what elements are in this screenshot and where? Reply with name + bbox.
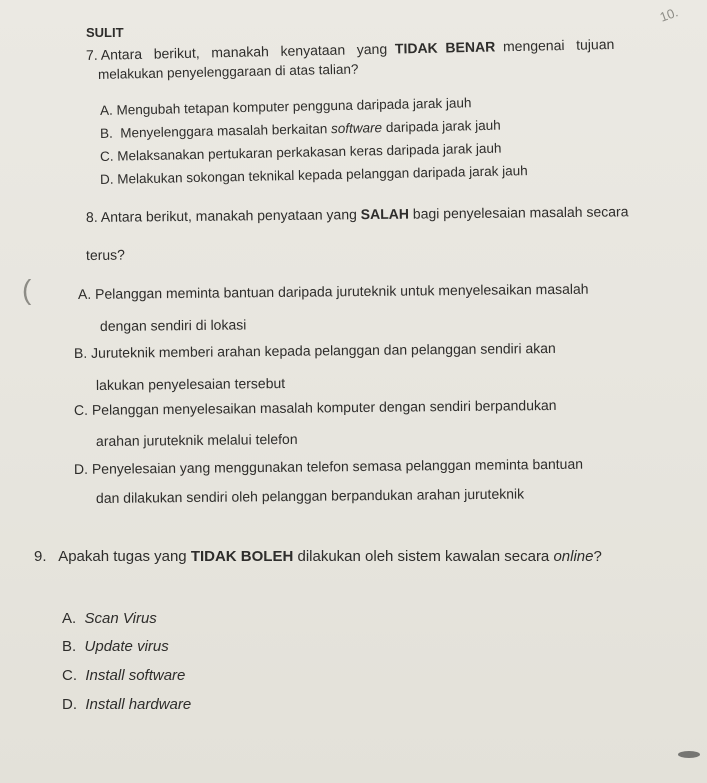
q9-text-post: ? (593, 548, 602, 565)
q8-option-a-line2: dengan sendiri di lokasi (99, 316, 247, 334)
q7-option-b-post: daripada jarak jauh (381, 117, 501, 136)
q9-emphasis: TIDAK BOLEH (190, 548, 294, 565)
q7-option-b-italic: software (330, 120, 383, 137)
q7-text-pre: Antara berikut, manakah kenyataan yang (100, 40, 396, 63)
q7-number: 7. (85, 46, 98, 63)
q8-number: 8. (85, 208, 98, 225)
q7-option-b-pre: B. Menyelenggara masalah berkaitan (99, 121, 332, 141)
q9-number: 9. (34, 548, 47, 565)
q9-text-pre: Apakah tugas yang (58, 548, 191, 565)
q8-option-d-line1: D. Penyelesaian yang menggunakan telefon semasa pelanggan meminta bantuan (73, 455, 584, 477)
q9-option-d-letter: D. (62, 696, 77, 713)
q8-emphasis: SALAH (360, 205, 410, 223)
q9-option-a (62, 610, 157, 628)
header-label: SULIT (86, 25, 124, 40)
q7-option-c: C. Melaksanakan pertukaran perkakasan keras daripada jarak jauh (99, 140, 502, 164)
q9-stem (34, 548, 602, 566)
q9-option-c (62, 667, 185, 685)
q7-option-b (100, 117, 501, 143)
q8-text-pre: Antara berikut, manakah penyataan yang (100, 206, 361, 225)
q9-option-a-letter: A. (62, 610, 77, 627)
q9-option-b (62, 638, 169, 656)
q7-stem-line1 (86, 35, 615, 64)
q8-option-c-line2: arahan juruteknik melalui telefon (95, 430, 298, 449)
q8-option-b-line1: B. Juruteknik memberi arahan kepada pelanggan dan pelanggan sendiri akan (73, 339, 556, 361)
q9-option-d-text: Install hardware (85, 696, 192, 713)
q7-option-d: D. Melakukan sokongan teknikal kepada pelanggan daripada jarak jauh (99, 163, 528, 187)
q9-option-b-text: Update virus (84, 638, 169, 655)
q8-option-c-line1: C. Pelanggan menyelesaikan masalah komputer dengan sendiri berpandukan (73, 396, 557, 418)
q8-option-a-line1: A. Pelanggan meminta bantuan daripada juruteknik untuk menyelesaikan masalah (77, 280, 589, 302)
q7-emphasis: TIDAK BENAR (394, 38, 496, 57)
ink-smudge (678, 751, 700, 758)
q7-stem-line2: melakukan penyelenggaraan di atas talian? (97, 61, 359, 82)
q9-option-b-letter: B. (62, 638, 77, 655)
q7-option-a: A. Mengubah tetapan komputer pengguna daripada jarak jauh (99, 95, 472, 118)
q9-option-d (62, 696, 191, 714)
q8-text-post: bagi penyelesaian masalah secara (408, 203, 629, 222)
q9-italic-online: online (553, 548, 594, 565)
pencil-mark: ( (22, 274, 32, 305)
q8-option-b-line2: lakukan penyelesaian tersebut (95, 375, 286, 393)
q9-option-c-text: Install software (85, 667, 186, 684)
q7-text-post: mengenai tujuan (495, 35, 615, 55)
q9-option-a-text: Scan Virus (84, 610, 157, 627)
next-question-number: 10. (657, 4, 680, 25)
q8-stem-line2: terus? (85, 246, 126, 263)
q8-stem-line1 (86, 202, 629, 226)
q9-option-c-letter: C. (62, 667, 77, 684)
q8-option-d-line2: dan dilakukan sendiri oleh pelanggan berpandukan arahan juruteknik (95, 485, 525, 506)
q9-text-mid: dilakukan oleh sistem kawalan secara (293, 548, 554, 565)
